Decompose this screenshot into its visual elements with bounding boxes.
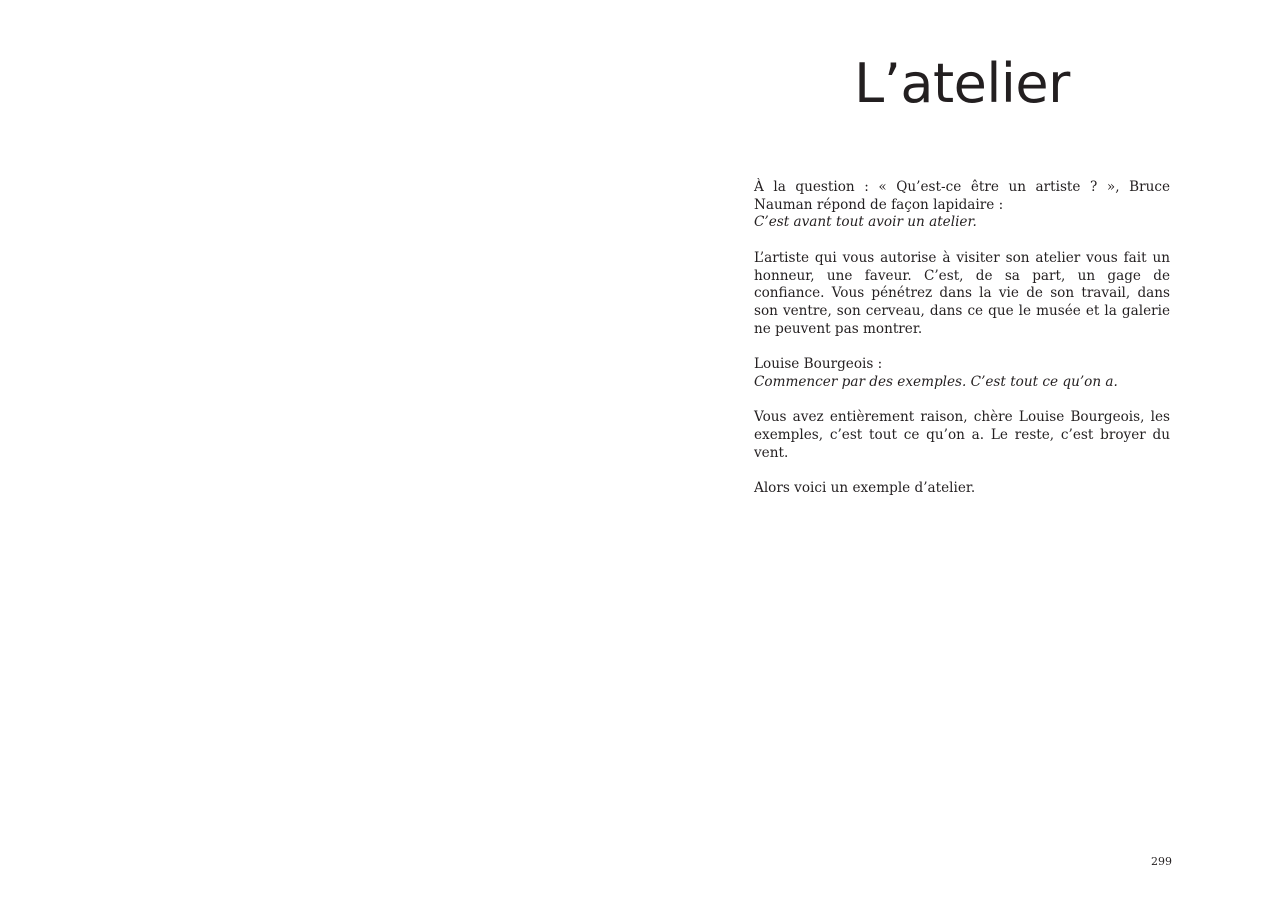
paragraph-example-intro: Alors voici un exemple d’atelier. xyxy=(754,479,976,496)
page-number: 299 xyxy=(1151,855,1172,868)
bourgeois-quote: Commencer par des exemples. C’est tout ce qu’on a. xyxy=(754,373,1118,390)
chapter-title: L’atelier xyxy=(854,52,1070,115)
right-page xyxy=(641,0,1282,904)
chapter-body xyxy=(754,179,1170,515)
nauman-quote: C’est avant tout avoir un atelier. xyxy=(754,214,977,231)
nauman-question-text: À la question : « Qu’est-ce être un artiste ? », Bruce Nauman répond de façon lapidaire : xyxy=(754,179,1170,213)
paragraph-nauman-question xyxy=(754,179,1170,232)
paragraph-studio-visit: L’artiste qui vous autorise à visiter son atelier vous fait un honneur, une faveur. C’est, de sa part, un gage de confiance. Vous pénétrez dans la vie de son travail, dans son ventre, son cerveau, dans ce que le musée et la galerie ne peuvent pas montrer. xyxy=(754,249,1170,337)
paragraph-examples: Vous avez entièrement raison, chère Louise Bourgeois, les exemples, c’est tout ce qu’on a. Le reste, c’est broyer du vent. xyxy=(754,409,1170,461)
bourgeois-speaker: Louise Bourgeois : xyxy=(754,356,883,372)
paragraph-bourgeois-quote xyxy=(754,356,1170,391)
